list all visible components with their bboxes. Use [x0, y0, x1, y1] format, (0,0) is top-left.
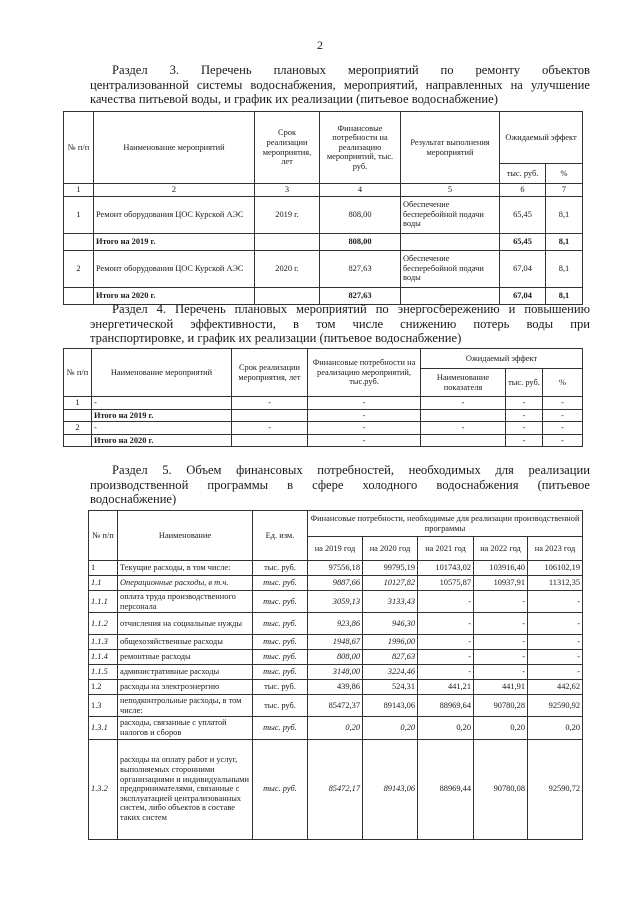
table-row — [89, 613, 583, 635]
table-row: 1 Ремонт оборудования ЦОС Курской АЭС 2019 г. 808,00 Обеспечение бесперебойной подачи воды 65,45 8,1 — [64, 196, 583, 233]
row-name: расходы на оплату работ и услуг, выполняемых сторонними организациями и индивидуальными предпринимателями, связанные с эксплуатацией централизованных систем, либо объектов в составе таких систем — [118, 739, 253, 839]
row-value: 808,00 — [308, 650, 363, 665]
row-value: 92590,72 — [528, 739, 583, 839]
row-value: 3148,00 — [308, 665, 363, 680]
total-row: Итого на 2019 г. 808,00 65,45 8,1 — [64, 233, 583, 250]
total-row: Итого на 2019 г. - - - — [64, 409, 583, 422]
total-row: Итого на 2020 г. 827,63 67,04 8,1 — [64, 287, 583, 304]
row-value: 10127,82 — [363, 576, 418, 591]
row-value: 0,20 — [474, 717, 528, 739]
row-value: - — [418, 665, 474, 680]
row-unit: тыс. руб. — [253, 650, 308, 665]
row-number: 1.1.3 — [89, 635, 118, 650]
row-value: 0,20 — [528, 717, 583, 739]
row-value: 442,62 — [528, 680, 583, 695]
row-value: 923,86 — [308, 613, 363, 635]
row-value: 441,21 — [418, 680, 474, 695]
row-value: - — [474, 613, 528, 635]
row-name: расходы на электроэнергию — [118, 680, 253, 695]
table-row — [89, 591, 583, 613]
row-value: 9887,66 — [308, 576, 363, 591]
row-unit: тыс. руб. — [253, 680, 308, 695]
row-value: 89143,06 — [363, 695, 418, 717]
row-value: 10575,87 — [418, 576, 474, 591]
row-value: 90780,08 — [474, 739, 528, 839]
table-row — [89, 717, 583, 739]
row-value: 85472,37 — [308, 695, 363, 717]
row-value: 3059,13 — [308, 591, 363, 613]
table-row — [89, 665, 583, 680]
table-row — [89, 650, 583, 665]
row-value: - — [528, 665, 583, 680]
row-name: Текущие расходы, в том числе: — [118, 561, 253, 576]
section4-heading: Раздел 4. Перечень плановых мероприятий по энергосбережению и повышению энергетической эффективности, в том числе снижению потерь воды при транспортировке, и график их реализации (питьевое водоснабжение) — [90, 302, 590, 345]
section4-table: № п/п Наименование мероприятий Срок реализации мероприятия, лет Финансовые потребности на реализацию мероприятий, тыс.руб. Ожидаемый эффект Наименование показателя тыс. руб. % 1 - - - - - - Итого на 2019 г. - - - 2 - - - - - - Итого на 2020 г. - - - — [63, 348, 583, 447]
row-value: - — [528, 635, 583, 650]
table-row: 2 Ремонт оборудования ЦОС Курской АЭС 2020 г. 827,63 Обеспечение бесперебойной подачи воды 67,04 8,1 — [64, 250, 583, 287]
row-name: Операционные расходы, в т.ч. — [118, 576, 253, 591]
table-row — [89, 576, 583, 591]
row-value: 0,20 — [308, 717, 363, 739]
row-value: - — [528, 613, 583, 635]
row-value: 92590,92 — [528, 695, 583, 717]
section5-heading: Раздел 5. Объем финансовых потребностей, необходимых для реализации производственной программы в сфере холодного водоснабжения (питьевое водоснабжение) — [90, 463, 590, 506]
row-name: отчисления на социальные нужды — [118, 613, 253, 635]
row-value: - — [474, 650, 528, 665]
table-row — [89, 635, 583, 650]
row-value: - — [528, 650, 583, 665]
row-number: 1.1.2 — [89, 613, 118, 635]
row-value: 0,20 — [418, 717, 474, 739]
table-header-row: № п/п Наименование Ед. изм. Финансовые потребности, необходимые для реализации производственной программы — [89, 511, 583, 537]
row-unit: тыс. руб. — [253, 561, 308, 576]
row-value: - — [418, 613, 474, 635]
row-value: 524,31 — [363, 680, 418, 695]
row-value: 99795,19 — [363, 561, 418, 576]
table-row — [89, 739, 583, 839]
table-row — [89, 695, 583, 717]
row-value: 10937,91 — [474, 576, 528, 591]
row-value: 89143,06 — [363, 739, 418, 839]
row-value: 106102,19 — [528, 561, 583, 576]
row-unit: тыс. руб. — [253, 576, 308, 591]
row-value: - — [418, 650, 474, 665]
row-value: 101743,02 — [418, 561, 474, 576]
row-value: 441,91 — [474, 680, 528, 695]
row-name: общехозяйственные расходы — [118, 635, 253, 650]
page-number: 2 — [317, 38, 323, 52]
row-value: 3224,46 — [363, 665, 418, 680]
table-header-row: № п/п Наименование мероприятий Срок реализации мероприятия, лет Финансовые потребности на реализацию мероприятий, тыс. руб. Результат выполнения мероприятий Ожидаемый эффект — [64, 112, 583, 164]
row-value: 88969,44 — [418, 739, 474, 839]
table-row: 1 - - - - - - — [64, 397, 583, 410]
row-name: оплата труда производственного персонала — [118, 591, 253, 613]
row-value: 439,86 — [308, 680, 363, 695]
total-row: Итого на 2020 г. - - - — [64, 434, 583, 447]
row-unit: тыс. руб. — [253, 665, 308, 680]
row-value: 1996,00 — [363, 635, 418, 650]
row-name: ремонтные расходы — [118, 650, 253, 665]
row-number: 1.1.4 — [89, 650, 118, 665]
row-unit: тыс. руб. — [253, 591, 308, 613]
row-number: 1.3.2 — [89, 739, 118, 839]
row-value: 90780,28 — [474, 695, 528, 717]
row-value: 11312,35 — [528, 576, 583, 591]
row-value: 88969,64 — [418, 695, 474, 717]
row-name: неподконтрольные расходы, в том числе: — [118, 695, 253, 717]
table-header-row: № п/п Наименование мероприятий Срок реализации мероприятия, лет Финансовые потребности на реализацию мероприятий, тыс.руб. Ожидаемый эффект — [64, 349, 583, 369]
row-value: 946,30 — [363, 613, 418, 635]
row-unit: тыс. руб. — [253, 695, 308, 717]
section3-heading: Раздел 3. Перечень плановых мероприятий по ремонту объектов централизованной системы водоснабжения, мероприятий, направленных на улучшение качества питьевой воды, и график их реализации (питьевое водоснабжение) — [90, 63, 590, 106]
row-value: 1948,67 — [308, 635, 363, 650]
row-value: 97556,18 — [308, 561, 363, 576]
row-unit: тыс. руб. — [253, 717, 308, 739]
row-value: - — [474, 665, 528, 680]
row-number: 1.2 — [89, 680, 118, 695]
table-row — [89, 561, 583, 576]
column-number-row: 1 2 3 4 5 6 7 — [64, 184, 583, 197]
section5-table: № п/п Наименование Ед. изм. Финансовые потребности, необходимые для реализации производственной программы на 2019 год на 2020 год на 2021 год на 2022 год на 2023 год 1 Текущие расходы, в том числе: тыс. руб. 97556,18 99795,19 101743,02 103916,40 106102,19 1.1 Операционные расходы, в т.ч. тыс. руб. 9887,66 10127,82 10575,87 10937,91 11312,35 1.1.1 оплата труда производственного персонала тыс. руб. 3059,13 3133,43 - - - 1.1.2 отчисления на социальные нужды тыс. руб. 923,86 946,30 - - - 1.1.3 общехозяйственные расходы тыс. руб. 1948,67 1996,00 - - - 1.1.4 ремонтные расходы тыс. руб. 808,00 827,63 - - - 1.1.5 административные расходы тыс. руб. 3148,00 3224,46 - - - 1.2 расходы на электроэнергию тыс. руб. 439,86 524,31 441,21 441,91 442,62 1.3 неподконтрольные расходы, в том числе: тыс. руб. 85472,37 89143,06 88969,64 90780,28 92590,92 1.3.1 расходы, связанные с уплатой налогов и сборов тыс. руб. 0,20 0,20 0,20 0,20 0,20 1.3.2 расходы на оплату работ и услуг, выполняемых сторонними организациями и индивидуальными предпринимателями, связанные с эксплуатацией централизованных систем, либо объектов в составе таких систем тыс. руб. 85472,17 89143,06 88969,44 90780,08 92590,72 — [88, 510, 583, 840]
row-value: 85472,17 — [308, 739, 363, 839]
row-unit: тыс. руб. — [253, 613, 308, 635]
row-value: 0,20 — [363, 717, 418, 739]
table-row — [89, 680, 583, 695]
row-value: 3133,43 — [363, 591, 418, 613]
row-name: расходы, связанные с уплатой налогов и сборов — [118, 717, 253, 739]
row-value: - — [418, 635, 474, 650]
table-row: 2 - - - - - - — [64, 422, 583, 435]
row-number: 1.3.1 — [89, 717, 118, 739]
row-number: 1.1.5 — [89, 665, 118, 680]
row-name: административные расходы — [118, 665, 253, 680]
row-value: - — [474, 591, 528, 613]
row-unit: тыс. руб. — [253, 635, 308, 650]
row-value: - — [474, 635, 528, 650]
row-number: 1.1.1 — [89, 591, 118, 613]
row-value: - — [528, 591, 583, 613]
row-value: 103916,40 — [474, 561, 528, 576]
section3-table: № п/п Наименование мероприятий Срок реализации мероприятия, лет Финансовые потребности на реализацию мероприятий, тыс. руб. Результат выполнения мероприятий Ожидаемый эффект тыс. руб. % 1 2 3 4 5 6 7 1 Ремонт оборудования ЦОС Курской АЭС 2019 г. 808,00 Обеспечение бесперебойной подачи воды 65,45 8,1 Итого на 2019 г. 808,00 65,45 8,1 2 Ремонт оборудования ЦОС Курской АЭС 2020 г. 827,63 Обеспечение бесперебойной подачи воды 67,04 8,1 Итого на 2020 г. 827,63 67,04 8,1 — [63, 111, 583, 305]
row-unit: тыс. руб. — [253, 739, 308, 839]
row-number: 1 — [89, 561, 118, 576]
row-value: - — [418, 591, 474, 613]
row-number: 1.3 — [89, 695, 118, 717]
row-number: 1.1 — [89, 576, 118, 591]
row-value: 827,63 — [363, 650, 418, 665]
